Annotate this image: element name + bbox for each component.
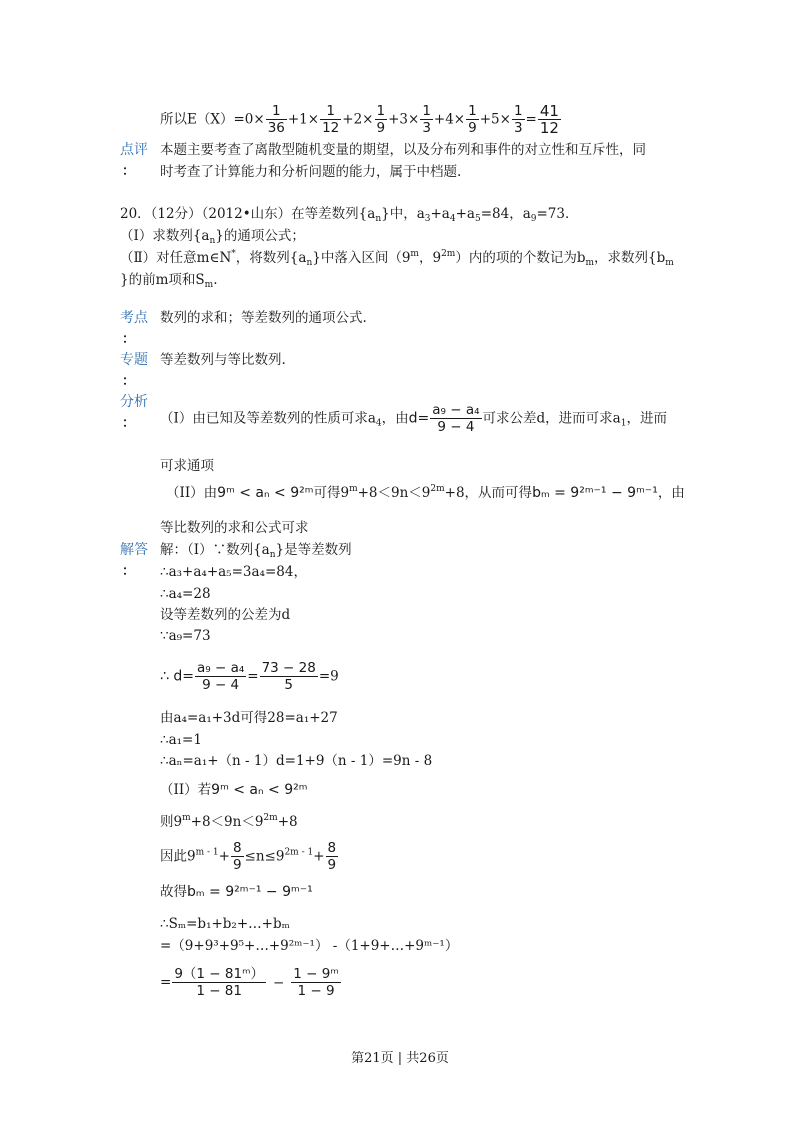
label-colon: ： (122, 416, 136, 431)
label-colon: ： (122, 374, 136, 389)
fraction: $\frac{1}{3}$ (513, 103, 523, 136)
fraction: $\frac{41}{12}$ (539, 102, 559, 137)
solution-line: （II）若9ᵐ < aₙ < 9²ᵐ (160, 782, 308, 798)
kaodian-text: 数列的求和；等差数列的通项公式. (160, 310, 367, 326)
solution-line: ∴a₃+a₄+a₅=3a₄=84， (160, 564, 307, 580)
fraction: $\frac{73 - 28}{5}$ (261, 660, 316, 693)
solution-line: 设等差数列的公差为d (160, 607, 291, 623)
fraction: $\frac{1}{36}$ (267, 103, 285, 136)
fraction: $\frac{1}{9}$ (468, 103, 477, 136)
zhuanti-text: 等差数列与等比数列. (160, 352, 286, 368)
kaodian-label: 考点 (120, 310, 148, 326)
solution-line: 则$9^m+8<9n<9^{2m}+8$ (160, 813, 298, 830)
fraction: $\frac{\text{a₉ − a₄}}{9 - 4}$ (196, 660, 245, 693)
fenxi-line-2: 可求通项 (160, 458, 214, 474)
solution-line: = $\frac{\text{9（1 − 81ᵐ）}}{1 - 81}$ − $\frac{\text{1 − 9ᵐ}}{1 - 9}$ (160, 966, 339, 999)
label-colon: ： (122, 332, 136, 347)
fenxi-line-1: （I）由已知及等差数列的性质可求$a_4$，由d= $\frac{\text{a₉ − a₄}}{9 - 4}$ 可求公差d，进而可求$a_1$，进而 (160, 402, 667, 435)
solution-line: ∵a₉=73 (160, 628, 211, 644)
solution-line: =（9+9³+9⁵+…+9²ᵐ⁻¹） -（1+9+…+9ᵐ⁻¹） (160, 938, 459, 954)
jieda-label: 解答 (120, 542, 148, 558)
problem-part-2-cont: }的前m项和$S_m$. (120, 272, 218, 290)
solution-line: 故得bₘ = 9²ᵐ⁻¹ − 9ᵐ⁻¹ (160, 884, 313, 900)
review-label: 点评 (120, 142, 148, 158)
problem-part-2: （Ⅱ）对任意m∈N*，将数列$\{a_n\}$中落入区间（9$^m$，$9^{2m}$）内的项的个数记为$b_m$，求数列{$b_m$ (120, 249, 674, 268)
zhuanti-label: 专题 (120, 352, 148, 368)
fraction: $\frac{\text{a₉ − a₄}}{9 - 4}$ (432, 402, 480, 435)
solution-line: ∴ d= $\frac{\text{a₉ − a₄}}{9 - 4}$ = $\frac{73 - 28}{5}$ =9 (160, 660, 339, 693)
solution-line: 由a₄=a₁+3d可得28=a₁+27 (160, 710, 338, 726)
label-colon: ： (122, 164, 136, 179)
fenxi-label: 分析 (120, 394, 148, 410)
solution-line: ∴aₙ=a₁+（n - 1）d=1+9（n - 1）=9n - 8 (160, 753, 433, 769)
label-colon: ： (122, 564, 136, 579)
problem-part-1: （Ⅰ）求数列$\{a_n\}$的通项公式； (120, 228, 305, 246)
problem-statement: 20．（12分）（2012•山东）在等差数列$\{a_n\}$中，$a_3+a_4+a_5=84$，$a_9=73$． (120, 206, 579, 224)
solution-line: ∴a₁=1 (160, 732, 202, 748)
solution-line: 解：（I）∵数列$\{a_n\}$是等差数列 (160, 542, 352, 560)
solution-line: ∴Sₘ=b₁+b₂+…+bₘ (160, 916, 290, 932)
fraction: $\frac{\text{9（1 − 81ᵐ）}}{1 - 81}$ (174, 966, 264, 999)
fraction: $\frac{1}{9}$ (376, 103, 386, 136)
review-line-2: 时考查了计算能力和分析问题的能力，属于中档题. (160, 164, 462, 180)
fenxi-line-3: （II）由9ᵐ < aₙ < 9²ᵐ可得$9^m+8<9n<9^{2m}+8$，从而可得bₘ = 9²ᵐ⁻¹ − 9ᵐ⁻¹，由 (166, 484, 685, 501)
fenxi-line-4: 等比数列的求和公式可求 (160, 520, 309, 536)
fraction: $\frac{\text{1 − 9ᵐ}}{1 - 9}$ (293, 966, 339, 999)
fraction: $\frac{8}{9}$ (232, 840, 242, 873)
fraction: $\frac{1}{12}$ (322, 103, 340, 136)
fraction: $\frac{1}{3}$ (422, 103, 431, 136)
page-footer: 第21页 | 共26页 (351, 1051, 449, 1066)
fraction: $\frac{8}{9}$ (327, 840, 337, 873)
solution-line: ∴a₄=28 (160, 586, 211, 602)
review-line-1: 本题主要考查了离散型随机变量的期望，以及分布列和事件的对立性和互斥性，同 (160, 142, 646, 158)
expectation-line: 所以E（X）=0× $\frac{1}{36}$ +1× $\frac{1}{12}$ +2× $\frac{1}{9}$ +3× $\frac{1}{3}$ +4× $\frac{1}{9}$ +5× $\frac{1}{3}$ = $\frac{41}{12}$ (160, 102, 559, 137)
solution-line: 因此$9^{m - 1}+$ $\frac{8}{9}$ $\le n\le 9^{2m - 1}+$ $\frac{8}{9}$ (160, 840, 337, 873)
